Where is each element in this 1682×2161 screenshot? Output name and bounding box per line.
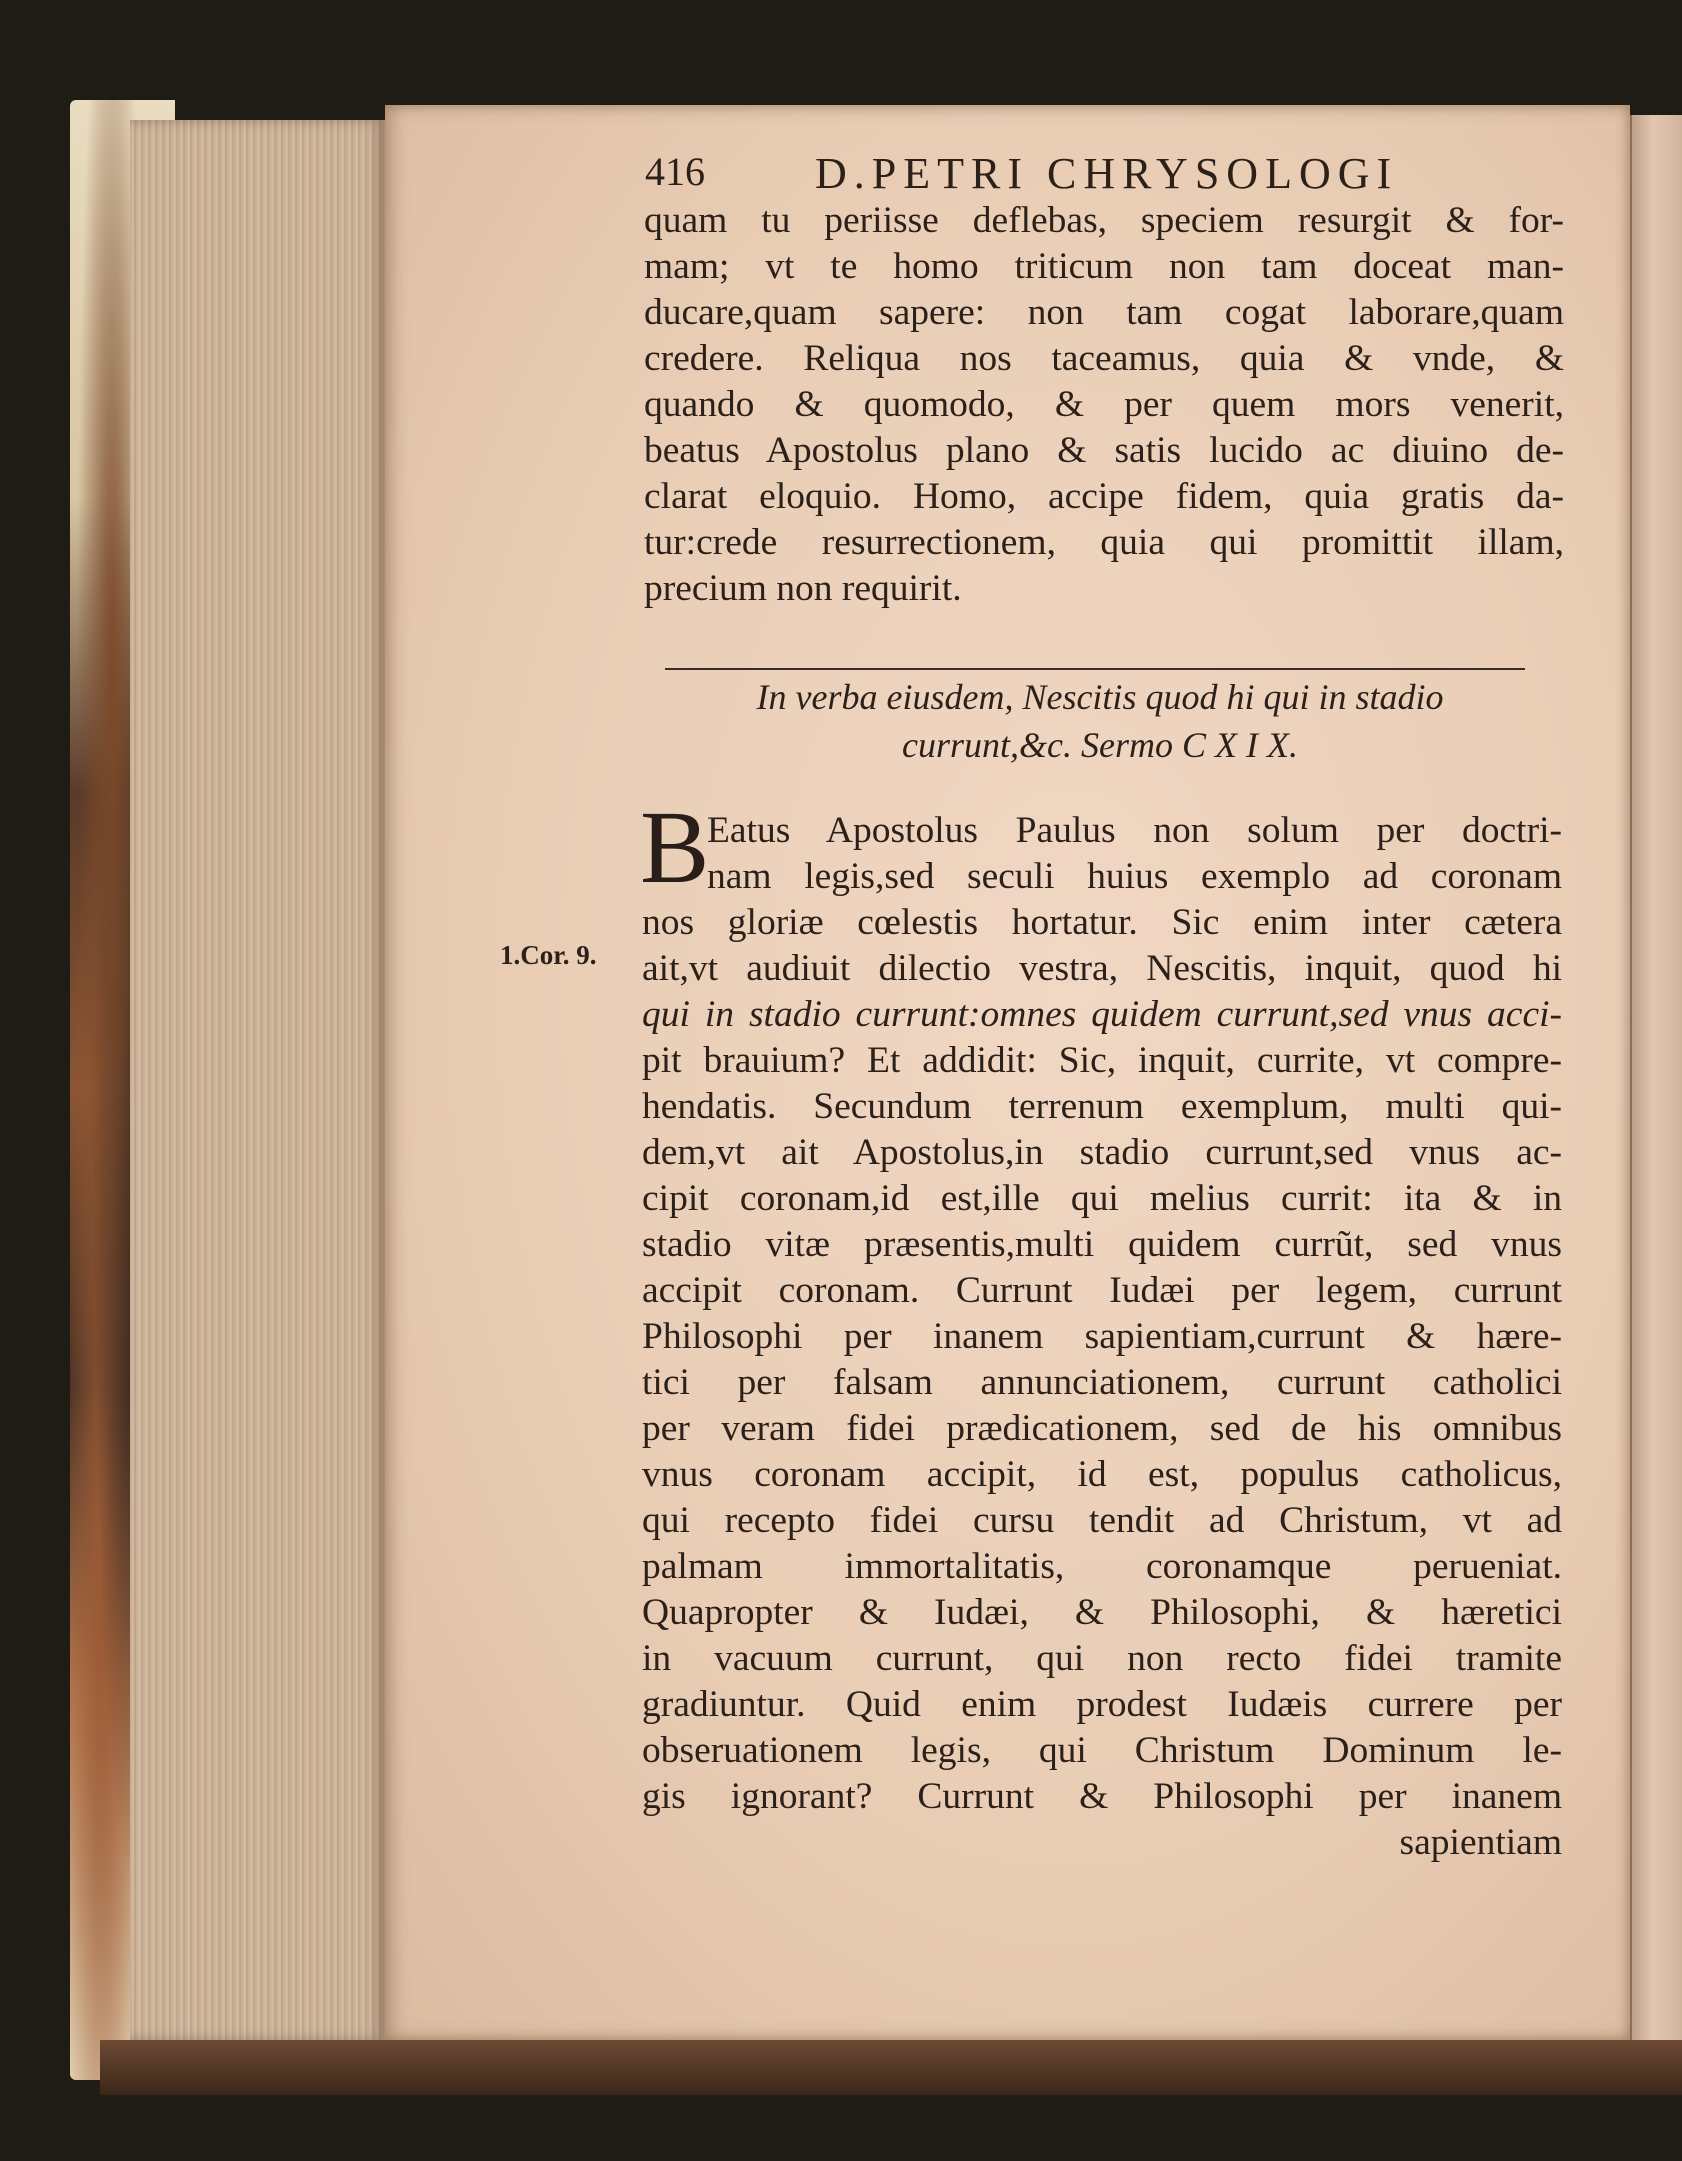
text-block-continuation xyxy=(644,198,1564,612)
text-line: tici per falsam annunciationem, currunt catholici xyxy=(642,1362,1562,1403)
text-line: in vacuum currunt, qui non recto fidei tramite xyxy=(642,1638,1562,1679)
text-line: Eatus Apostolus Paulus non solum per doctri- xyxy=(707,810,1562,851)
text-line: Quapropter & Iudæi, & Philosophi, & hæretici xyxy=(642,1592,1562,1633)
text-line: nam legis,sed seculi huius exemplo ad coronam xyxy=(707,856,1562,897)
text-line: mam; vt te homo triticum non tam doceat man- xyxy=(644,246,1564,287)
text-line: dem,vt ait Apostolus,in stadio currunt,sed vnus ac- xyxy=(642,1132,1562,1173)
text-line: quando & quomodo, & per quem mors venerit, xyxy=(644,384,1564,425)
text-line: Philosophi per inanem sapientiam,currunt & hære- xyxy=(642,1316,1562,1357)
sermon-title-line: In verba eiusdem, Nescitis quod hi qui in stadio xyxy=(756,677,1444,717)
text-line: vnus coronam accipit, id est, populus catholicus, xyxy=(642,1454,1562,1495)
text-line: hendatis. Secundum terrenum exemplum, multi qui- xyxy=(642,1086,1562,1127)
text-line: precium non requirit. xyxy=(644,568,962,609)
text-line: pit brauium? Et addidit: Sic, inquit, currite, vt compre- xyxy=(642,1040,1562,1081)
sermon-text xyxy=(642,808,1562,1866)
text-line: qui in stadio currunt:omnes quidem currunt,sed vnus acci- xyxy=(642,994,1562,1035)
text-line: per veram fidei prædicationem, sed de his omnibus xyxy=(642,1408,1562,1449)
book-bottom-edge xyxy=(100,2040,1682,2095)
text-line: ait,vt audiuit dilectio vestra, Nescitis, inquit, quod hi xyxy=(642,948,1562,989)
text-line: clarat eloquio. Homo, accipe fidem, quia gratis da- xyxy=(644,476,1564,517)
catchword: sapientiam xyxy=(1399,1822,1562,1863)
text-line: accipit coronam. Currunt Iudæi per legem, currunt xyxy=(642,1270,1562,1311)
drop-cap: B xyxy=(640,790,710,905)
text-line: ducare,quam sapere: non tam cogat laborare,quam xyxy=(644,292,1564,333)
text-line: palmam immortalitatis, coronamque perueniat. xyxy=(642,1546,1562,1587)
text-line: nos gloriæ cœlestis hortatur. Sic enim inter cætera xyxy=(642,902,1562,943)
section-divider xyxy=(665,668,1525,670)
text-line: credere. Reliqua nos taceamus, quia & vnde, & xyxy=(644,338,1564,379)
text-line: gradiuntur. Quid enim prodest Iudæis currere per xyxy=(642,1684,1562,1725)
sermon-title xyxy=(690,673,1510,769)
facing-page-edge xyxy=(1630,115,1682,2040)
text-line: qui recepto fidei cursu tendit ad Christum, vt ad xyxy=(642,1500,1562,1541)
text-line: tur:crede resurrectionem, quia qui promittit illam, xyxy=(644,522,1564,563)
page-edges xyxy=(130,120,385,2040)
text-line: quam tu periisse deflebas, speciem resurgit & for- xyxy=(644,200,1564,241)
text-line: cipit coronam,id est,ille qui melius currit: ita & in xyxy=(642,1178,1562,1219)
text-line: gis ignorant? Currunt & Philosophi per inanem xyxy=(642,1776,1562,1817)
text-line: beatus Apostolus plano & satis lucido ac diuino de- xyxy=(644,430,1564,471)
marginal-note: 1.Cor. 9. xyxy=(500,940,597,970)
sermon-title-line: currunt,&c. Sermo C X I X. xyxy=(902,725,1298,765)
text-line: stadio vitæ præsentis,multi quidem currũt, sed vnus xyxy=(642,1224,1562,1265)
page-number: 416 xyxy=(645,149,705,194)
text-line: obseruationem legis, qui Christum Dominum le- xyxy=(642,1730,1562,1771)
running-head: D.PETRI CHRYSOLOGI xyxy=(815,149,1399,198)
